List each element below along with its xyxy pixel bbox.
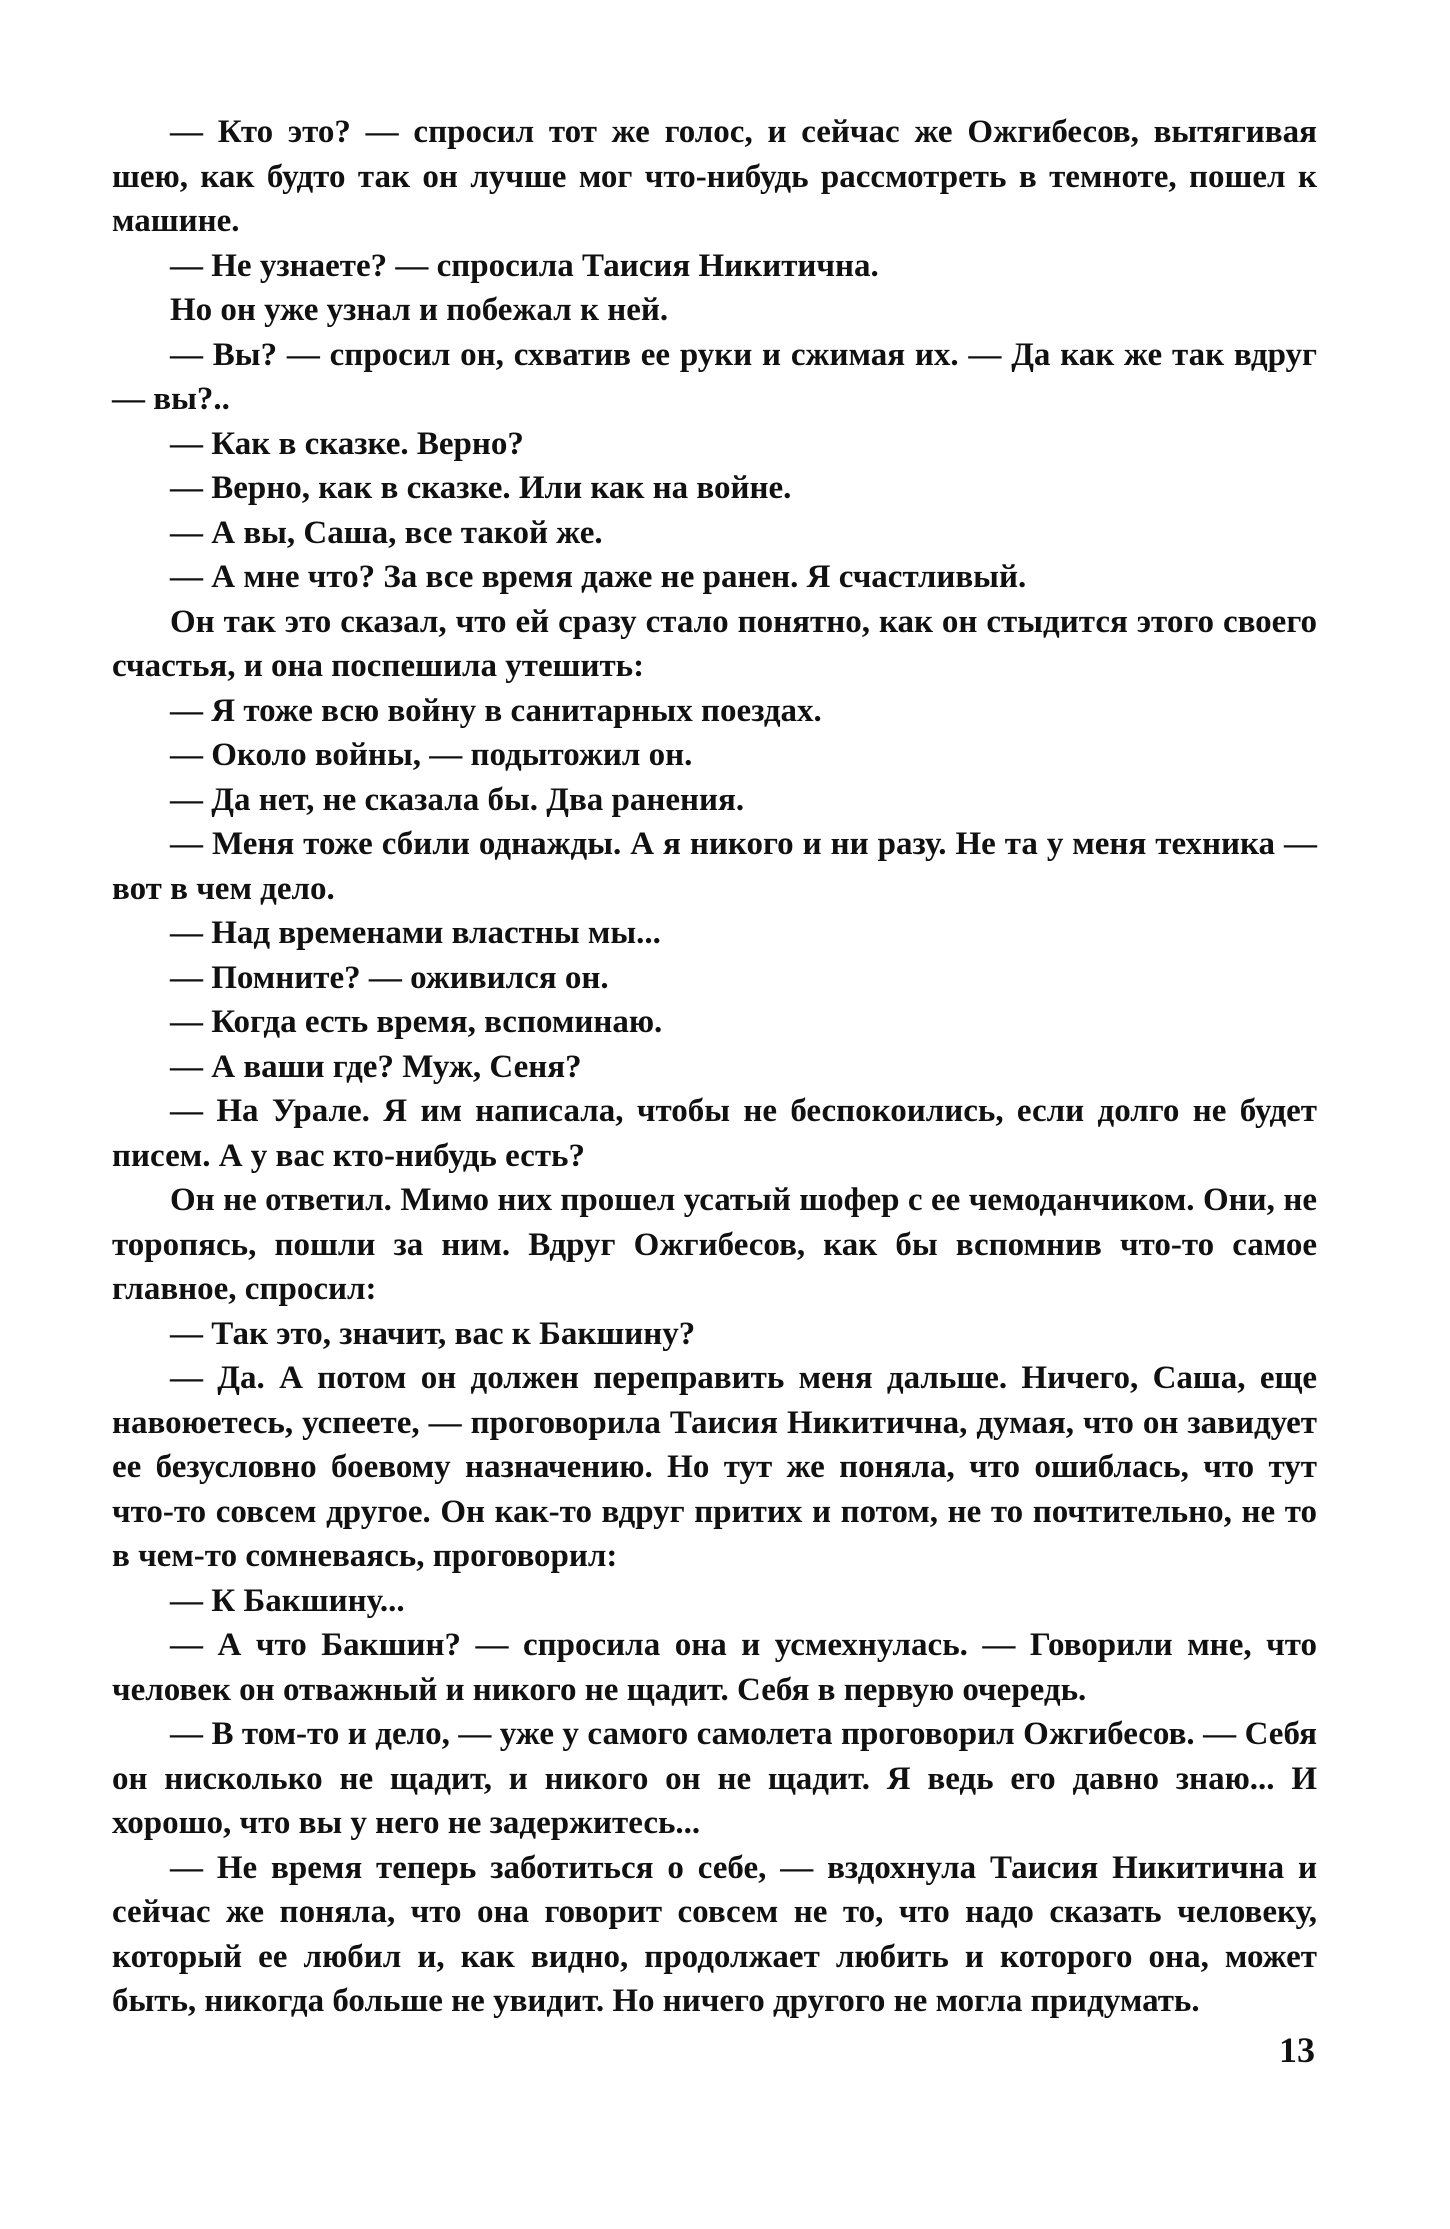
text-column — [112, 110, 1317, 2024]
paragraph: — Как в сказке. Верно? — [170, 425, 524, 462]
paragraph: Но он уже узнал и побежал к ней. — [170, 292, 669, 328]
paragraph: — Я тоже всю войну в санитарных поездах. — [170, 692, 822, 729]
paragraph: — Верно, как в сказке. Или как на войне. — [170, 470, 792, 506]
paragraph: — Кто это? — спросил тот же голос, и сейчас же Ожгибесов, вытягивая шею, как будто так он лучше мог что-нибудь рассмотреть в темноте, пошел к машине. — [112, 114, 1317, 239]
paragraph: — А мне что? За все время даже не ранен. Я счастливый. — [170, 559, 1027, 595]
paragraph: — Да. А потом он должен переправить меня дальше. Ничего, Саша, еще навоюетесь, успеете, — проговорила Таисия Никитична, думая, что он завидует ее безусловно боевому назначению. Но тут же поняла, что ошиблась, что тут что-то совсем другое. Он как-то вдруг притих и потом, не то почтительно, не то в чем-то сомневаясь, проговорил: — [112, 1360, 1317, 1574]
paragraph: — Меня тоже сбили однажды. А я никого и ни разу. Не та у меня техника — вот в чем дело. — [112, 826, 1317, 907]
paragraph: — А что Бакшин? — спросила она и усмехнулась. — Говорили мне, что человек он отважный и никого не щадит. Себя в первую очередь. — [112, 1627, 1317, 1708]
paragraph: — Так это, значит, вас к Бакшину? — [170, 1315, 696, 1352]
paragraph: — Не время теперь заботиться о себе, — вздохнула Таисия Никитична и сейчас же поняла, что она говорит совсем не то, что надо сказать человеку, который ее любил и, как видно, продолжает любить и которого она, может быть, никогда больше не увидит. Но ничего другого не могла придумать. — [112, 1849, 1317, 2019]
paragraph: — Когда есть время, вспоминаю. — [170, 1004, 663, 1040]
paragraph: — А вы, Саша, все такой же. — [170, 514, 603, 551]
paragraph: — Около войны, — подытожил он. — [170, 737, 693, 773]
paragraph: — Вы? — спросил он, схватив ее руки и сжимая их. — Да как же так вдруг — вы?.. — [112, 336, 1317, 417]
paragraph: — Не узнаете? — спросила Таисия Никитична. — [170, 247, 879, 284]
paragraph: — К Бакшину... — [170, 1582, 405, 1619]
paragraph: — В том-то и дело, — уже у самого самолета проговорил Ожгибесов. — Себя он нисколько не щадит, и никого он не щадит. Я ведь его давно знаю... И хорошо, что вы у него не задержитесь... — [112, 1716, 1317, 1841]
paragraph: — Да нет, не сказала бы. Два ранения. — [170, 781, 745, 818]
paragraph: — Помните? — оживился он. — [170, 959, 609, 996]
paragraph: Он так это сказал, что ей сразу стало понятно, как он стыдится этого своего счастья, и она поспешила утешить: — [112, 603, 1317, 684]
page-number: 13 — [1279, 2030, 1315, 2070]
paragraph: Он не ответил. Мимо них прошел усатый шофер с ее чемоданчиком. Они, не торопясь, пошли за ним. Вдруг Ожгибесов, как бы вспомнив что-то самое главное, спросил: — [112, 1182, 1317, 1307]
paragraph: — Над временами властны мы... — [170, 915, 661, 951]
paragraph: — А ваши где? Муж, Сеня? — [170, 1048, 582, 1085]
paragraph: — На Урале. Я им написала, чтобы не беспокоились, если долго не будет писем. А у вас кто-нибудь есть? — [112, 1093, 1317, 1174]
